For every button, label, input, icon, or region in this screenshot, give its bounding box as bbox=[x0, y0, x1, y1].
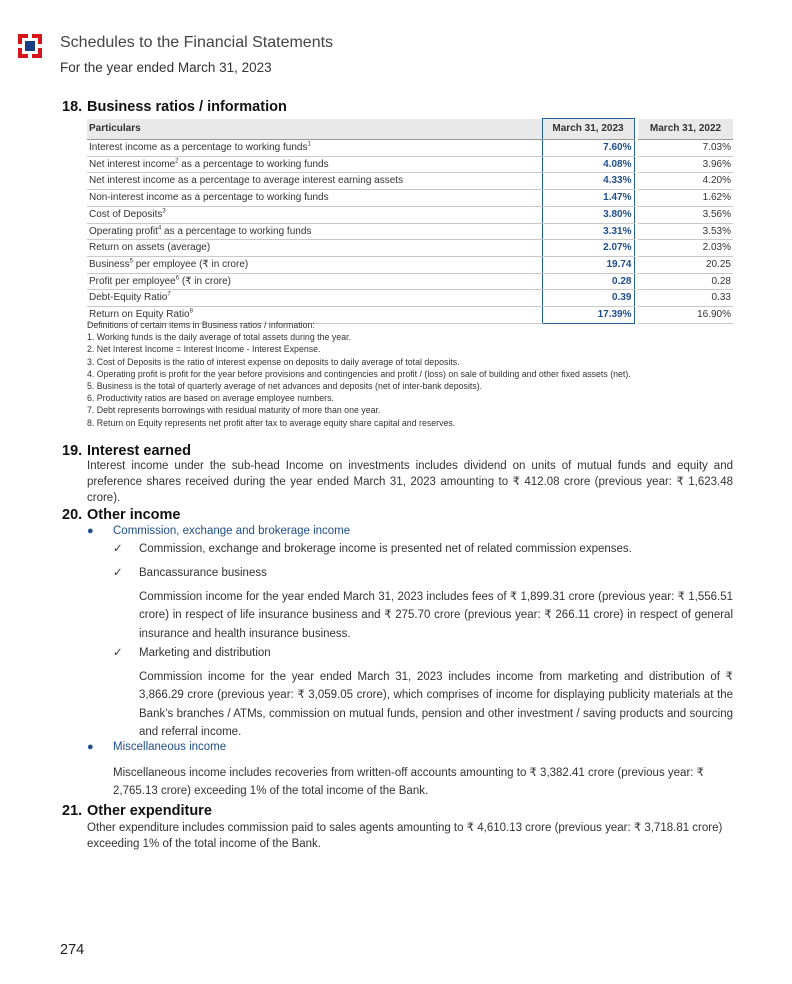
row-label: Cost of Deposits$^3$ bbox=[87, 206, 542, 223]
definition-note: 2. Net Interest Income = Interest Income - Interest Expense. bbox=[87, 344, 321, 355]
footnote-ref: 6 bbox=[175, 275, 180, 282]
value-2022: 0.28 bbox=[638, 273, 733, 290]
checkmark-icon: ✓ bbox=[113, 647, 123, 659]
section-21-number: 21. bbox=[62, 803, 83, 819]
checkmark-icon: ✓ bbox=[113, 567, 123, 579]
row-label: Debt-Equity Ratio$^7$ bbox=[87, 290, 542, 307]
value-2023: 7.60% bbox=[542, 140, 634, 157]
value-2022: 1.62% bbox=[638, 190, 733, 207]
footnote-ref: 2 bbox=[175, 158, 179, 165]
page-subtitle: For the year ended March 31, 2023 bbox=[60, 60, 272, 75]
section-19-text: Interest income under the sub-head Income on investments includes dividend on units of mutual funds and equity and preference shares received during the year ended March 31, 2023 amounting to ₹ 412.08 crore (previous year: ₹ 1,623.48 crore). bbox=[87, 460, 733, 504]
bullet-icon: ● bbox=[87, 525, 94, 537]
section-21-heading bbox=[62, 803, 212, 819]
page-title: Schedules to the Financial Statements bbox=[60, 34, 334, 51]
value-2022: 3.96% bbox=[638, 156, 733, 173]
bancassurance-text: Commission income for the year ended March 31, 2023 includes fees of ₹ 1,899.31 crore (previous year: ₹ 1,556.51 crore) in respect of life insurance business and ₹ 275.70 crore (previous year: ₹ 266.11 crore) in respect of general insurance and health insurance business. bbox=[139, 591, 733, 640]
table-row bbox=[87, 223, 733, 240]
col-header-2023: March 31, 2023 bbox=[542, 119, 634, 140]
check-bancassurance bbox=[113, 565, 267, 579]
value-2023: 2.07% bbox=[542, 240, 634, 257]
value-2022: 4.20% bbox=[638, 173, 733, 190]
table-row bbox=[87, 240, 733, 257]
section-19-heading bbox=[62, 443, 191, 459]
table-row bbox=[87, 190, 733, 207]
section-20-number: 20. bbox=[62, 507, 83, 523]
section-18-heading bbox=[62, 99, 287, 115]
col-header-2022: March 31, 2022 bbox=[638, 119, 733, 140]
row-label: Profit per employee$^6$ (₹ in crore) bbox=[87, 273, 542, 290]
row-label: Return on Equity Ratio$^8$ bbox=[87, 307, 542, 324]
row-label: Return on assets (average) bbox=[87, 240, 542, 257]
section-21-text: Other expenditure includes commission paid to sales agents amounting to ₹ 4,610.13 crore (previous year: ₹ 3,718.81 crore) exceeding 1% of the total income of the Bank. bbox=[87, 822, 723, 850]
section-18-title: Business ratios / information bbox=[87, 99, 287, 115]
check-marketing bbox=[113, 645, 271, 659]
value-2022: 20.25 bbox=[638, 256, 733, 273]
footnote-ref: 3 bbox=[162, 208, 166, 215]
bullet-miscellaneous-label: Miscellaneous income bbox=[113, 741, 227, 753]
row-label: Net interest income as a percentage to average interest earning assets bbox=[87, 173, 542, 190]
footnote-ref: 8 bbox=[189, 308, 193, 315]
section-18-number: 18. bbox=[62, 99, 83, 115]
table-row bbox=[87, 140, 733, 157]
business-ratios-table bbox=[87, 118, 733, 324]
definition-note: 3. Cost of Deposits is the ratio of interest expense on deposits to daily average of total deposits. bbox=[87, 356, 460, 367]
value-2023: 4.33% bbox=[542, 173, 634, 190]
miscellaneous-text: Miscellaneous income includes recoveries from written-off accounts amounting to ₹ 3,382.41 crore (previous year: ₹ 2,765.13 crore) exceeding 1% of the total income of the Bank. bbox=[113, 767, 704, 798]
value-2022: 7.03% bbox=[638, 140, 733, 157]
value-2023: 0.39 bbox=[542, 290, 634, 307]
page-number: 274 bbox=[60, 942, 85, 958]
value-2023: 3.80% bbox=[542, 206, 634, 223]
definition-note: 7. Debt represents borrowings with residual maturity of more than one year. bbox=[87, 405, 381, 416]
definition-note: 6. Productivity ratios are based on average employee numbers. bbox=[87, 393, 334, 404]
check-marketing-label: Marketing and distribution bbox=[139, 647, 271, 659]
value-2023: 17.39% bbox=[542, 307, 634, 324]
check-commission-net-label: Commission, exchange and brokerage income is presented net of related commission expenses. bbox=[139, 543, 632, 555]
checkmark-icon: ✓ bbox=[113, 543, 123, 555]
bullet-commission-label: Commission, exchange and brokerage income bbox=[113, 525, 351, 537]
footnote-ref: 7 bbox=[167, 292, 171, 298]
marketing-text: Commission income for the year ended March 31, 2023 includes income from marketing and distribution of ₹ 3,866.29 crore (previous year: ₹ 3,059.05 crore), which comprises of income for displaying publicity materials at the Bank’s branches / ATMs, commission on mutual funds, pension and other investment / saving products and sourcing and referral income. bbox=[139, 671, 733, 739]
footnote-ref: 5 bbox=[129, 258, 133, 265]
value-2023: 19.74 bbox=[542, 256, 634, 273]
bullet-icon: ● bbox=[87, 741, 94, 753]
section-19-title: Interest earned bbox=[87, 443, 191, 459]
section-21-title: Other expenditure bbox=[87, 803, 212, 819]
table-row bbox=[87, 206, 733, 223]
bullet-miscellaneous bbox=[87, 741, 226, 753]
value-2022: 16.90% bbox=[638, 307, 733, 324]
row-label: Net interest income$^2$ as a percentage to working funds bbox=[87, 156, 542, 173]
definition-note: 4. Operating profit is profit for the year before provisions and contingencies and profit / (loss) on sale of building and other fixed assets (net). bbox=[87, 368, 631, 379]
bank-logo-icon bbox=[18, 34, 42, 58]
definition-note: Definitions of certain items in Business ratios / information: bbox=[87, 320, 315, 330]
section-19-number: 19. bbox=[62, 443, 83, 459]
value-2022: 2.03% bbox=[638, 240, 733, 257]
definition-note: 5. Business is the total of quarterly average of net advances and deposits (net of inter-bank deposits). bbox=[87, 381, 483, 392]
check-bancassurance-label: Bancassurance business bbox=[139, 567, 267, 579]
section-20-heading bbox=[62, 507, 180, 523]
value-2022: 3.53% bbox=[638, 223, 733, 240]
table-row bbox=[87, 273, 733, 290]
footnote-ref: 4 bbox=[157, 225, 162, 232]
table-row bbox=[87, 290, 733, 307]
value-2023: 4.08% bbox=[542, 156, 634, 173]
row-label: Operating profit$^4$ as a percentage to working funds bbox=[87, 223, 542, 240]
bullet-commission bbox=[87, 525, 350, 537]
row-label: Non-interest income as a percentage to working funds bbox=[87, 190, 542, 207]
col-header-particulars: Particulars bbox=[87, 119, 542, 140]
value-2023: 0.28 bbox=[542, 273, 634, 290]
ratio-definitions bbox=[87, 319, 737, 429]
row-label: Interest income as a percentage to working funds$^1$ bbox=[87, 140, 542, 157]
definition-note: 1. Working funds is the daily average of total assets during the year. bbox=[87, 332, 351, 343]
check-commission-net bbox=[113, 541, 632, 555]
value-2022: 0.33 bbox=[638, 290, 733, 307]
value-2022: 3.56% bbox=[638, 206, 733, 223]
section-20-title: Other income bbox=[87, 507, 181, 523]
definition-note: 8. Return on Equity represents net profit after tax to average equity share capital and reserves. bbox=[87, 417, 456, 428]
table-row bbox=[87, 256, 733, 273]
row-label: Business$^5$ per employee (₹ in crore) bbox=[87, 256, 542, 273]
table-row bbox=[87, 173, 733, 190]
footnote-ref: 1 bbox=[307, 141, 311, 148]
value-2023: 3.31% bbox=[542, 223, 634, 240]
table-row bbox=[87, 156, 733, 173]
value-2023: 1.47% bbox=[542, 190, 634, 207]
